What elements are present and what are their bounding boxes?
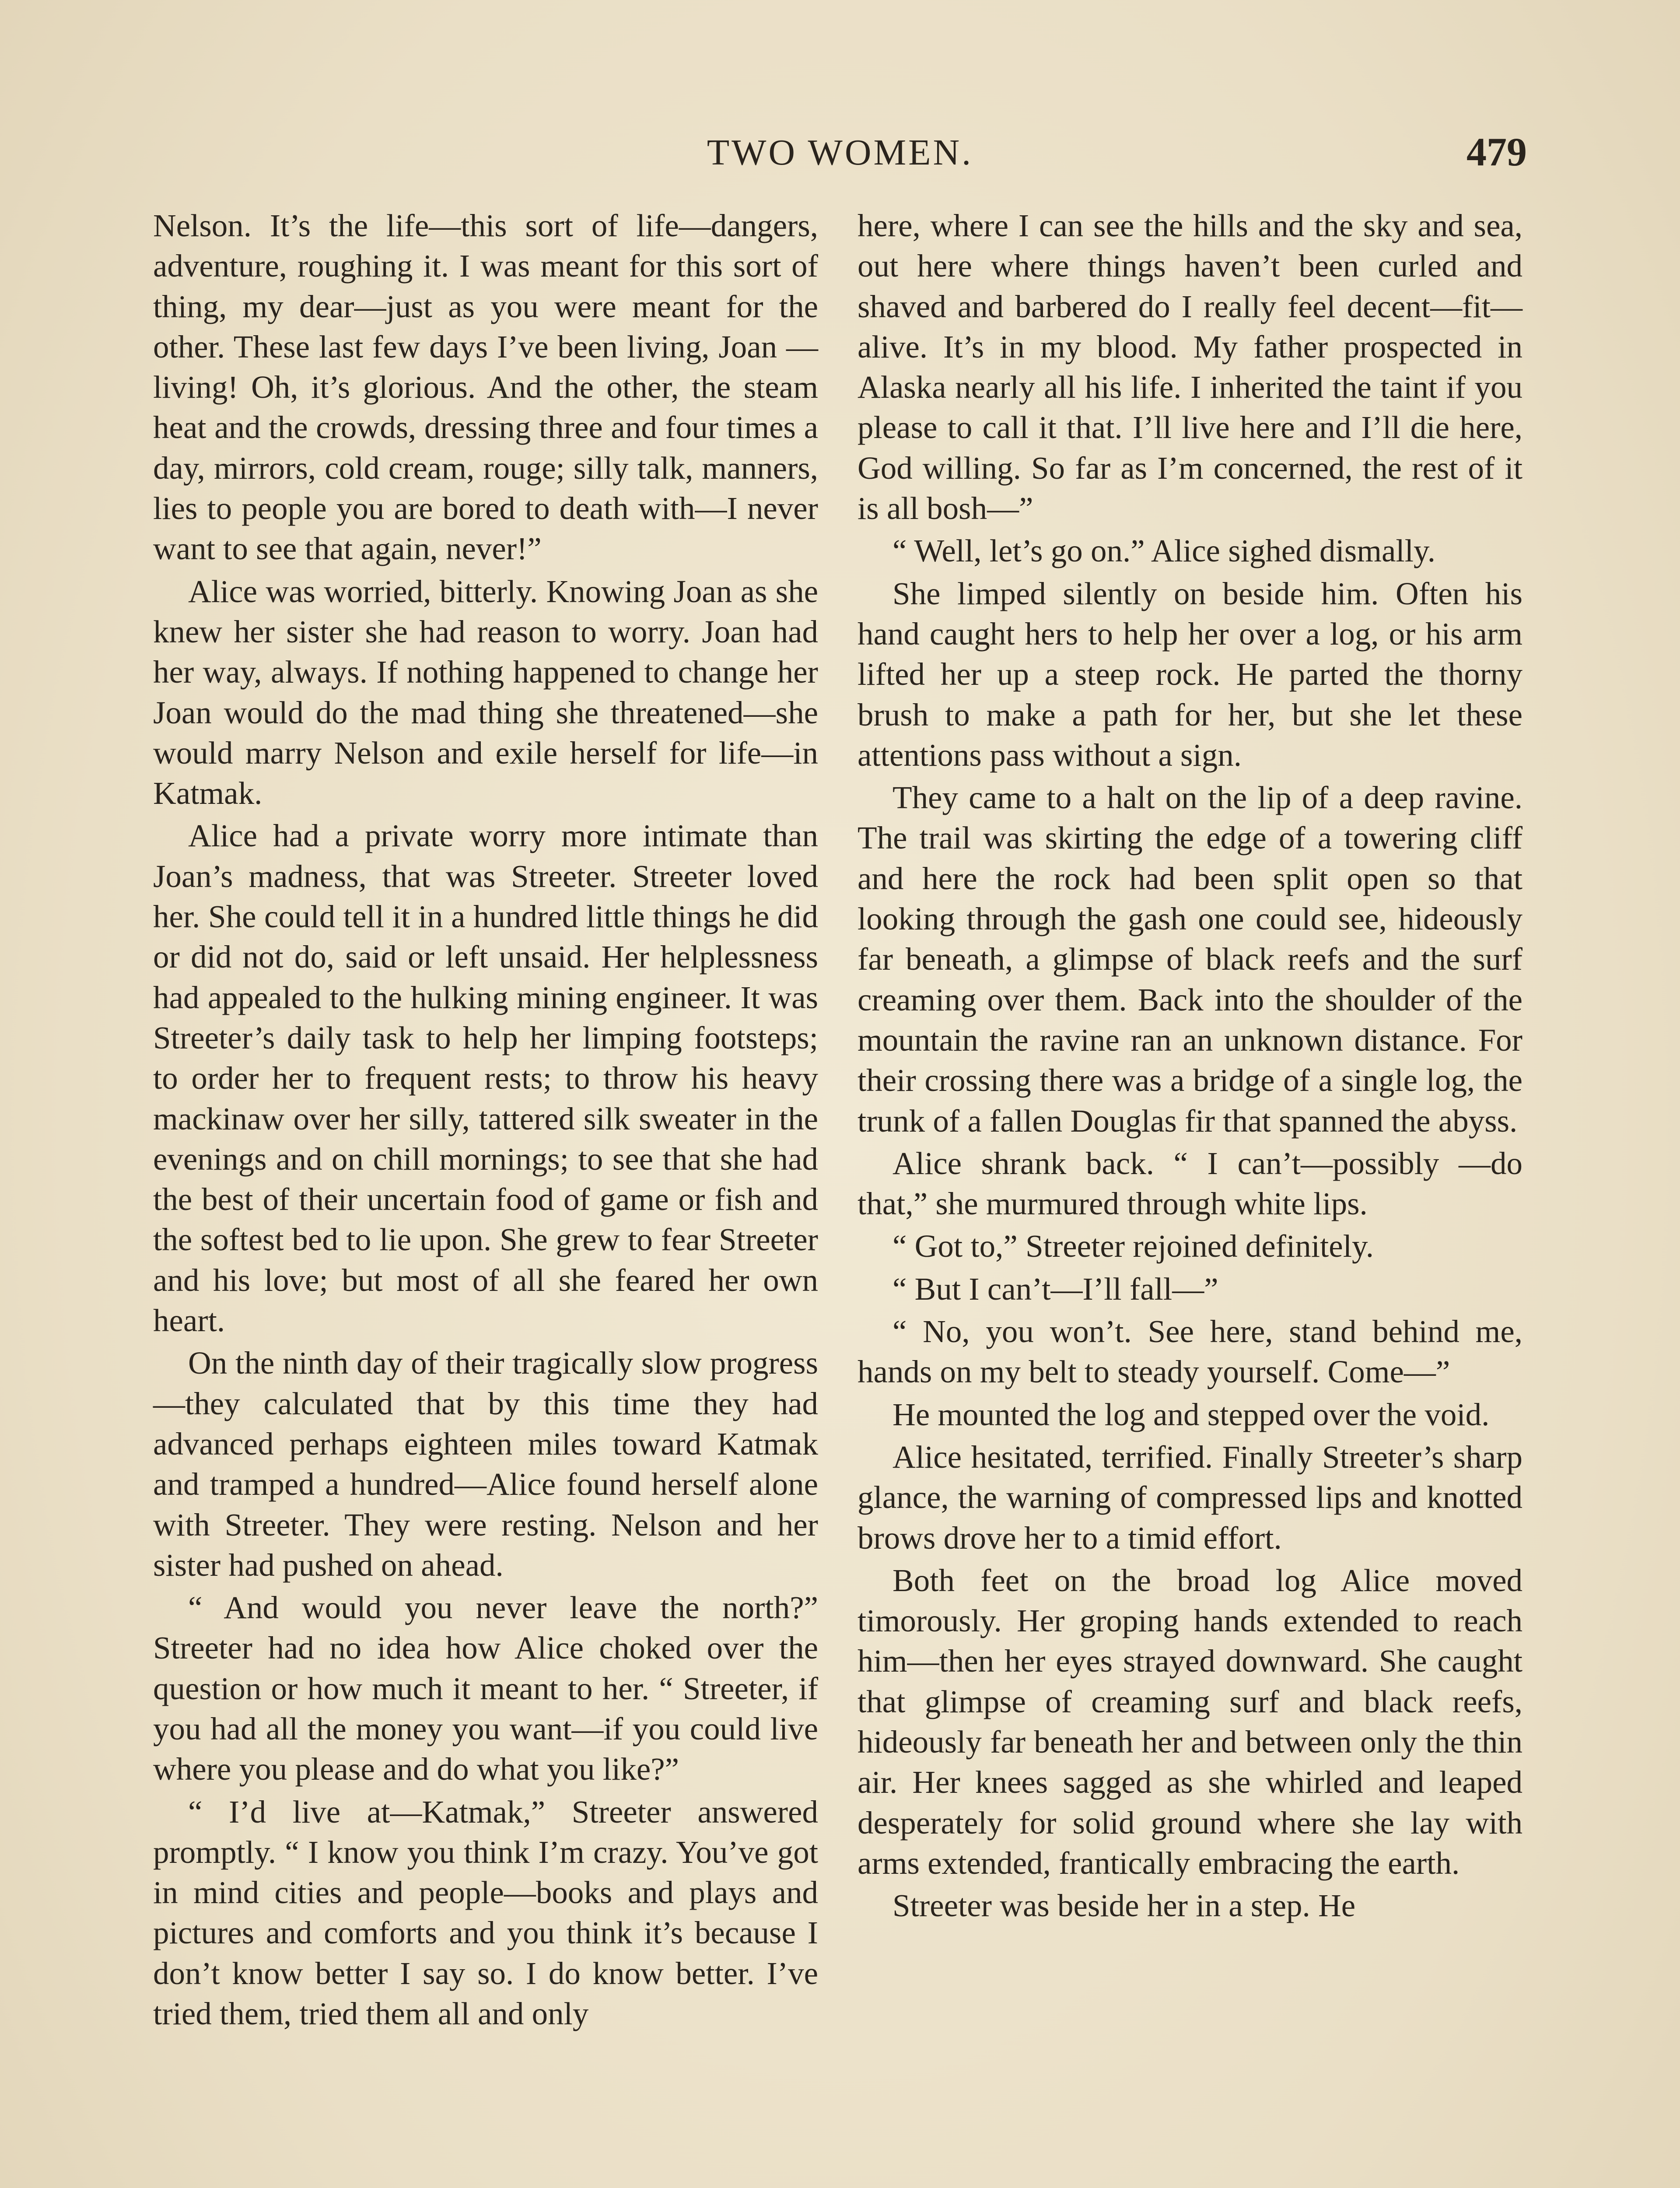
paragraph: On the ninth day of their tragically slow progress—they calculated that by this time they had advanced perhaps eighteen miles toward Katmak and tramped a hundred—Alice found herself alone with Streeter. They were resting. Nelson and her sister had pushed on ahead. xyxy=(153,1345,818,1583)
paragraph: “ And would you never leave the north?” Streeter had no idea how Alice choked over the question or how much it meant to her. “ Streeter, if you had all the money you want—if you could live where you please and do what you like?” xyxy=(153,1590,818,1787)
paragraph: here, where I can see the hills and the sky and sea, out here where things haven’t been curled and shaved and barbered do I really feel decent—fit—alive. It’s in my blood. My father prospected in Alaska nearly all his life. I inherited the taint if you please to call it that. I’ll live here and I’ll die here, God willing. So far as I’m concerned, the rest of it is all bosh—” xyxy=(858,208,1522,526)
paragraph: Alice shrank back. “ I can’t—possibly —do that,” she murmured through white lips. xyxy=(858,1145,1522,1222)
paragraph: “ Got to,” Streeter rejoined definitely. xyxy=(892,1228,1374,1264)
left-column xyxy=(153,206,818,2036)
paragraph: Streeter was beside her in a step. He xyxy=(892,1888,1356,1924)
page-header xyxy=(153,131,1527,179)
paragraph: “ Well, let’s go on.” Alice sighed dismally. xyxy=(892,533,1435,569)
paragraph: Alice hesitated, terrified. Finally Streeter’s sharp glance, the warning of compressed lips and knotted brows drove her to a timid effort. xyxy=(858,1439,1522,1556)
paragraph: “ But I can’t—I’ll fall—” xyxy=(892,1271,1218,1307)
paragraph: She limped silently on beside him. Often his hand caught hers to help her over a log, or his arm lifted her up a steep rock. He parted the thorny brush to make a path for her, but she let these attentions pass without a sign. xyxy=(858,575,1522,773)
paragraph: Both feet on the broad log Alice moved timorously. Her groping hands extended to reach him—then her eyes strayed downward. She caught that glimpse of creaming surf and black reefs, hideously far beneath her and between only the thin air. Her knees sagged as she whirled and leaped desperately for solid ground where she lay with arms extended, frantically embracing the earth. xyxy=(858,1562,1522,1881)
paragraph: They came to a halt on the lip of a deep ravine. The trail was skirting the edge of a towering cliff and here the rock had been split open so that looking through the gash one could see, hideously far beneath, a glimpse of black reefs and the surf creaming over them. Back into the shoulder of the mountain the ravine ran an unknown distance. For their crossing there was a bridge of a single log, the trunk of a fallen Douglas fir that spanned the abyss. xyxy=(858,780,1522,1139)
paragraph: Nelson. It’s the life—this sort of life—dangers, adventure, roughing it. I was meant for this sort of thing, my dear—just as you were meant for the other. These last few days I’ve been living, Joan —living! Oh, it’s glorious. And the other, the steam heat and the crowds, dressing three and four times a day, mirrors, cold cream, rouge; silly talk, manners, lies to people you are bored to death with—I never want to see that again, never!” xyxy=(153,208,818,567)
paragraph: Alice had a private worry more intimate than Joan’s madness, that was Streeter. Streeter loved her. She could tell it in a hundred little things he did or did not do, said or left unsaid. Her helplessness had appealed to the hulking mining engineer. It was Streeter’s daily task to help her limping footsteps; to order her to frequent rests; to throw his heavy mackinaw over her silly, tattered silk sweater in the evenings and on chill mornings; to see that she had the best of their uncertain food of game or fish and the softest bed to lie upon. She grew to fear Streeter and his love; but most of all she feared her own heart. xyxy=(153,818,818,1339)
paragraph: He mounted the log and stepped over the void. xyxy=(892,1396,1490,1432)
paragraph: “ No, you won’t. See here, stand behind me, hands on my belt to steady yourself. Come—” xyxy=(858,1314,1522,1390)
page-number: 479 xyxy=(1466,130,1527,174)
right-column xyxy=(858,206,1522,1928)
paragraph: “ I’d live at—Katmak,” Streeter answered promptly. “ I know you think I’m crazy. You’ve got in mind cities and people—books and plays and pictures and comforts and you think it’s because I don’t know better I say so. I do know better. I’ve tried them, tried them all and only xyxy=(153,1794,818,2032)
running-title: TWO WOMEN. xyxy=(707,132,973,173)
paragraph: Alice was worried, bitterly. Knowing Joan as she knew her sister she had reason to worry. Joan had her way, always. If nothing happened to change her Joan would do the mad thing she threatened—she would marry Nelson and exile herself for life—in Katmak. xyxy=(153,573,818,811)
